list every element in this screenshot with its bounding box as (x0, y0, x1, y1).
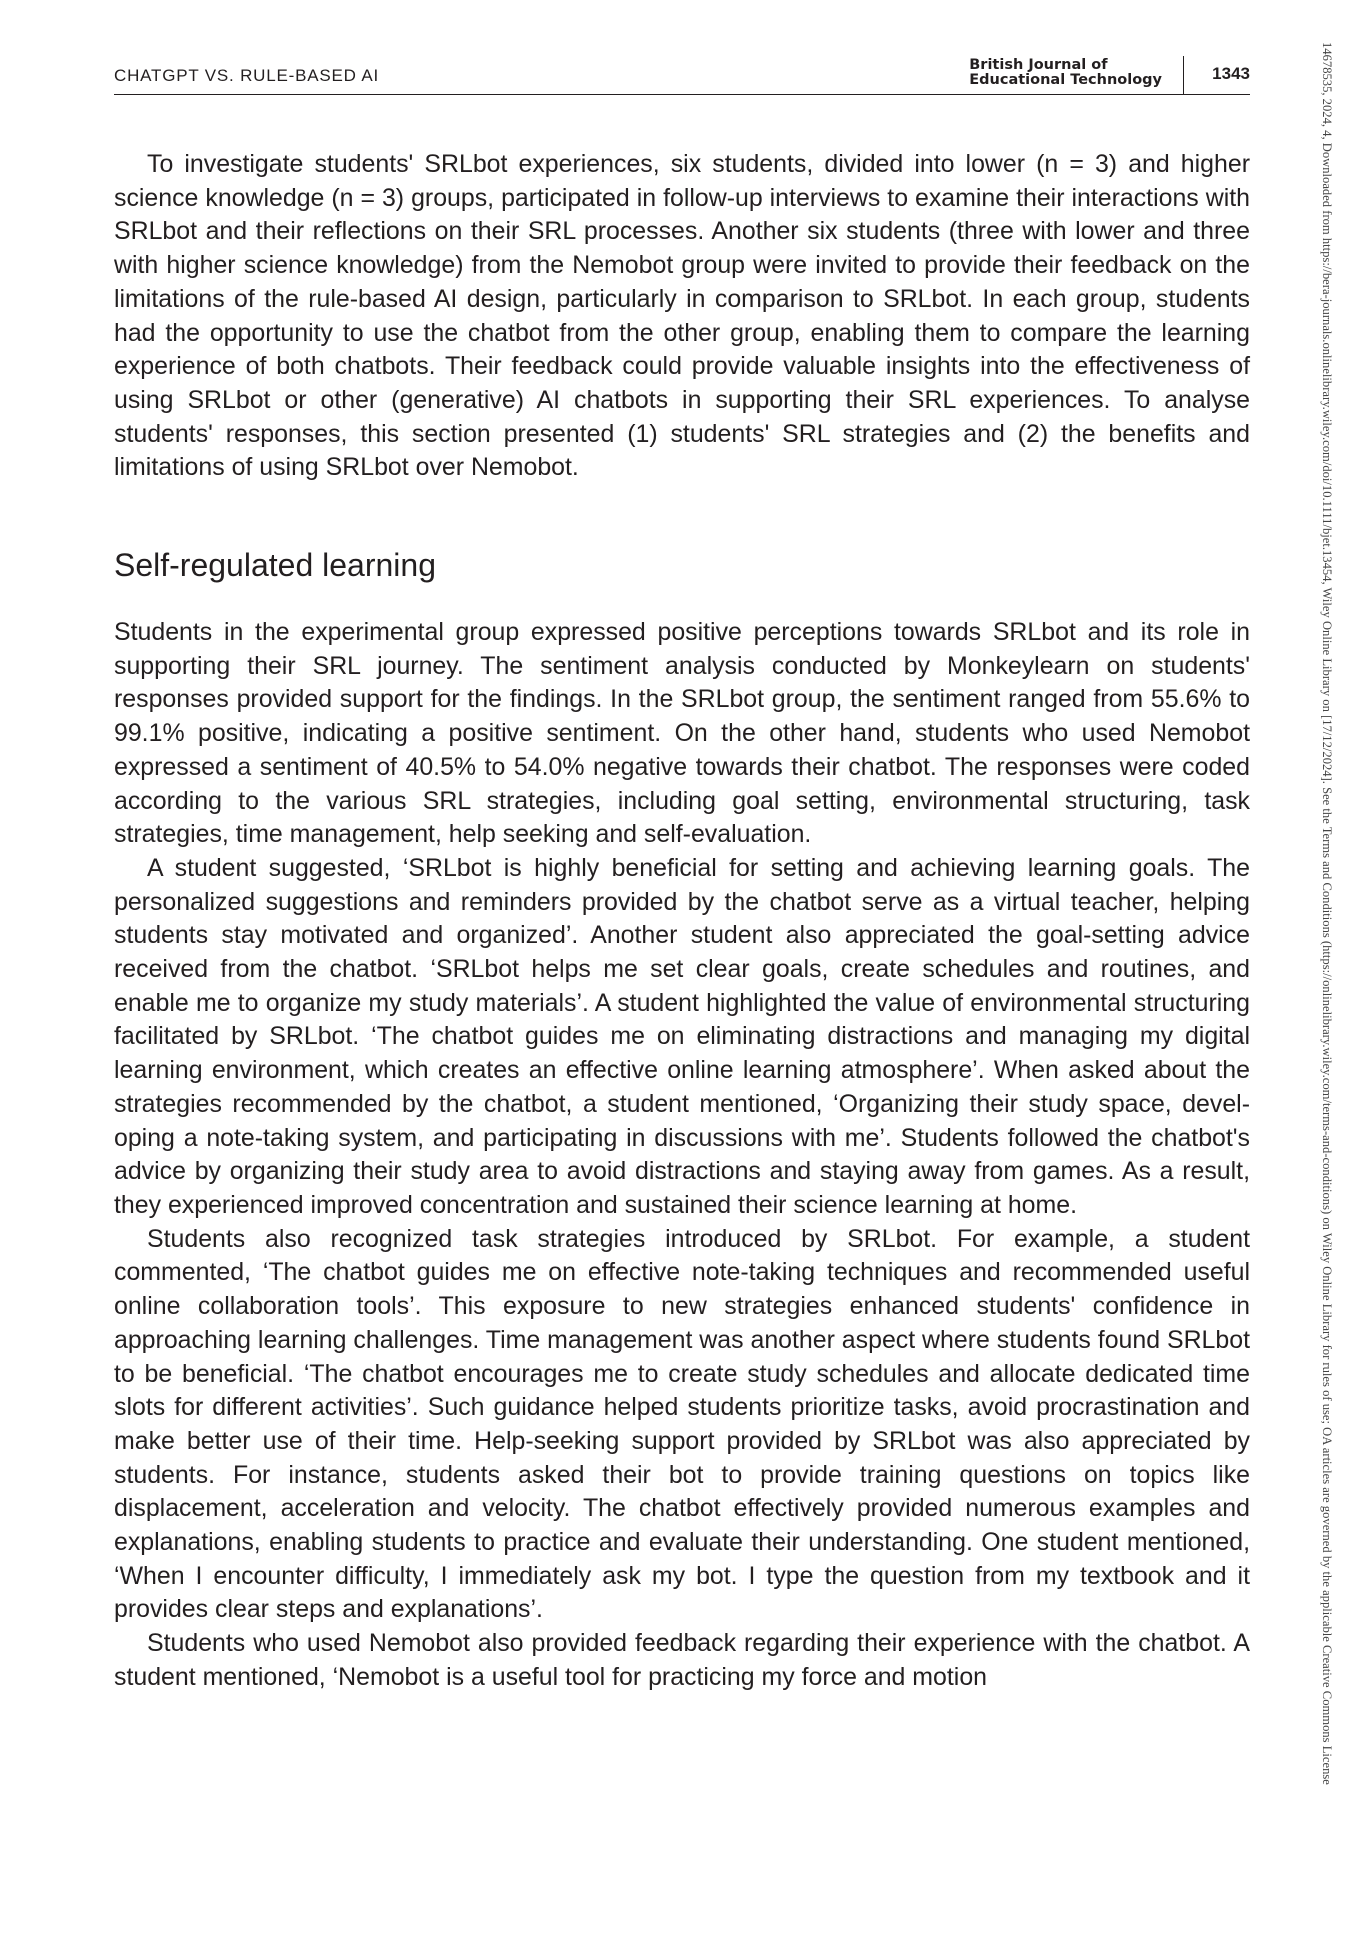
section-heading: Self-regulated learning (114, 547, 436, 584)
paragraph-3: Students also recognized task strategies introduced by SRLbot. For example, a student commented, ‘The chatbot guides me on effective note-taking techniques and recommended useful online collaboration tools’. This exposure to new strategies enhanced students' confidence in approaching learning challenges. Time management was another aspect where students found SRLbot to be beneficial. ‘The chatbot encourages me to create study schedules and allocate dedicated time slots for different activities’. Such guidance helped students prioritize tasks, avoid procrastination and make better use of their time. Help-seeking support provided by SRLbot was also appreciated by students. For instance, students asked their bot to provide training questions on topics like displacement, acceleration and velocity. The chatbot effectively provided numerous examples and explanations, enabling students to practice and evaluate their understanding. One student mentioned, ‘When I encounter difficulty, I immediately ask my bot. I type the question from my textbook and it provides clear steps and explanations’. (114, 1224, 1250, 1624)
paragraph-2: A student suggested, ‘SRLbot is highly beneficial for setting and achieving learning goals. The personalized suggestions and reminders provided by the chatbot serve as a virtual teacher, helping students stay motivated and organized’. Another student also appreciated the goal-setting advice received from the chatbot. ‘SRLbot helps me set clear goals, create schedules and routines, and enable me to organize my study materials’. A student highlighted the value of environmental structuring facilitated by SRLbot. ‘The chatbot guides me on eliminating distractions and managing my digital learning environment, which creates an effective online learning atmosphere’. When asked about the strategies recommended by the chatbot, a student mentioned, ‘Organizing their study space, developing a note-taking system, and participating in discussions with me’. Students followed the chatbot's advice by organizing their study area to avoid distractions and staying away from games. As a result, they experienced improved concentration and sustained their science learning at home. (114, 853, 1250, 1219)
page-number: 1343 (1212, 64, 1250, 83)
paragraph-1: Students in the experimental group expressed positive perceptions towards SRLbot and its role in supporting their SRL journey. The sentiment analysis conducted by Monkeylearn on students' responses provided support for the findings. In the SRLbot group, the sentiment ranged from 55.6% to 99.1% positive, indicating a positive sentiment. On the other hand, students who used Nemobot expressed a sentiment of 40.5% to 54.0% negative towards their chatbot. The responses were coded according to the various SRL strategies, including goal setting, environmental structuring, task strategies, time management, help seeking and self-evaluation. (114, 618, 1250, 849)
download-notice-margin (1317, 42, 1337, 1922)
download-notice-text: 14678535, 2024, 4, Downloaded from https://bera-journals.onlinelibrary.wiley.com/doi/10.1111/bjet.13454, Wiley Online Library on [17/12/2024]. See the Terms and Conditions (https://onlinelibrary.wiley.com/terms-and-conditions) on Wiley Online Library for rules of use; OA articles are governed by the applicable Creative Commons License (1320, 42, 1334, 1785)
running-title: CHATGPT VS. RULE-BASED AI (114, 66, 379, 85)
header-divider (1183, 56, 1185, 94)
article-body (114, 148, 1250, 1695)
paragraph-intro: To investigate students' SRLbot experiences, six students, divided into lower (n = 3) and higher science knowledge (n = 3) groups, participated in follow-up interviews to examine their interactions with SRLbot and their reflections on their SRL processes. Another six students (three with lower and three with higher science knowledge) from the Nemobot group were invited to provide their feedback on the limitations of the rule-based AI design, particularly in comparison to SRLbot. In each group, students had the opportunity to use the chatbot from the other group, enabling them to compare the learning experience of both chatbots. Their feedback could provide valuable insights into the effectiveness of using SRLbot or other (generative) AI chatbots in supporting their SRL experiences. To analyse students' responses, this section presented (1) students' SRL strategies and (2) the benefits and limitations of using SRLbot over Nemobot. (114, 150, 1250, 482)
journal-name-line-2: Educational Technology (969, 72, 1162, 88)
paragraph-4: Students who used Nemobot also provided feedback regarding their experience with the chatbot. A student mentioned, ‘Nemobot is a useful tool for practicing my force and motion (114, 1629, 1250, 1691)
page-header (114, 58, 1250, 95)
journal-name (969, 58, 1162, 88)
journal-name-line-1: British Journal of (969, 57, 1108, 73)
